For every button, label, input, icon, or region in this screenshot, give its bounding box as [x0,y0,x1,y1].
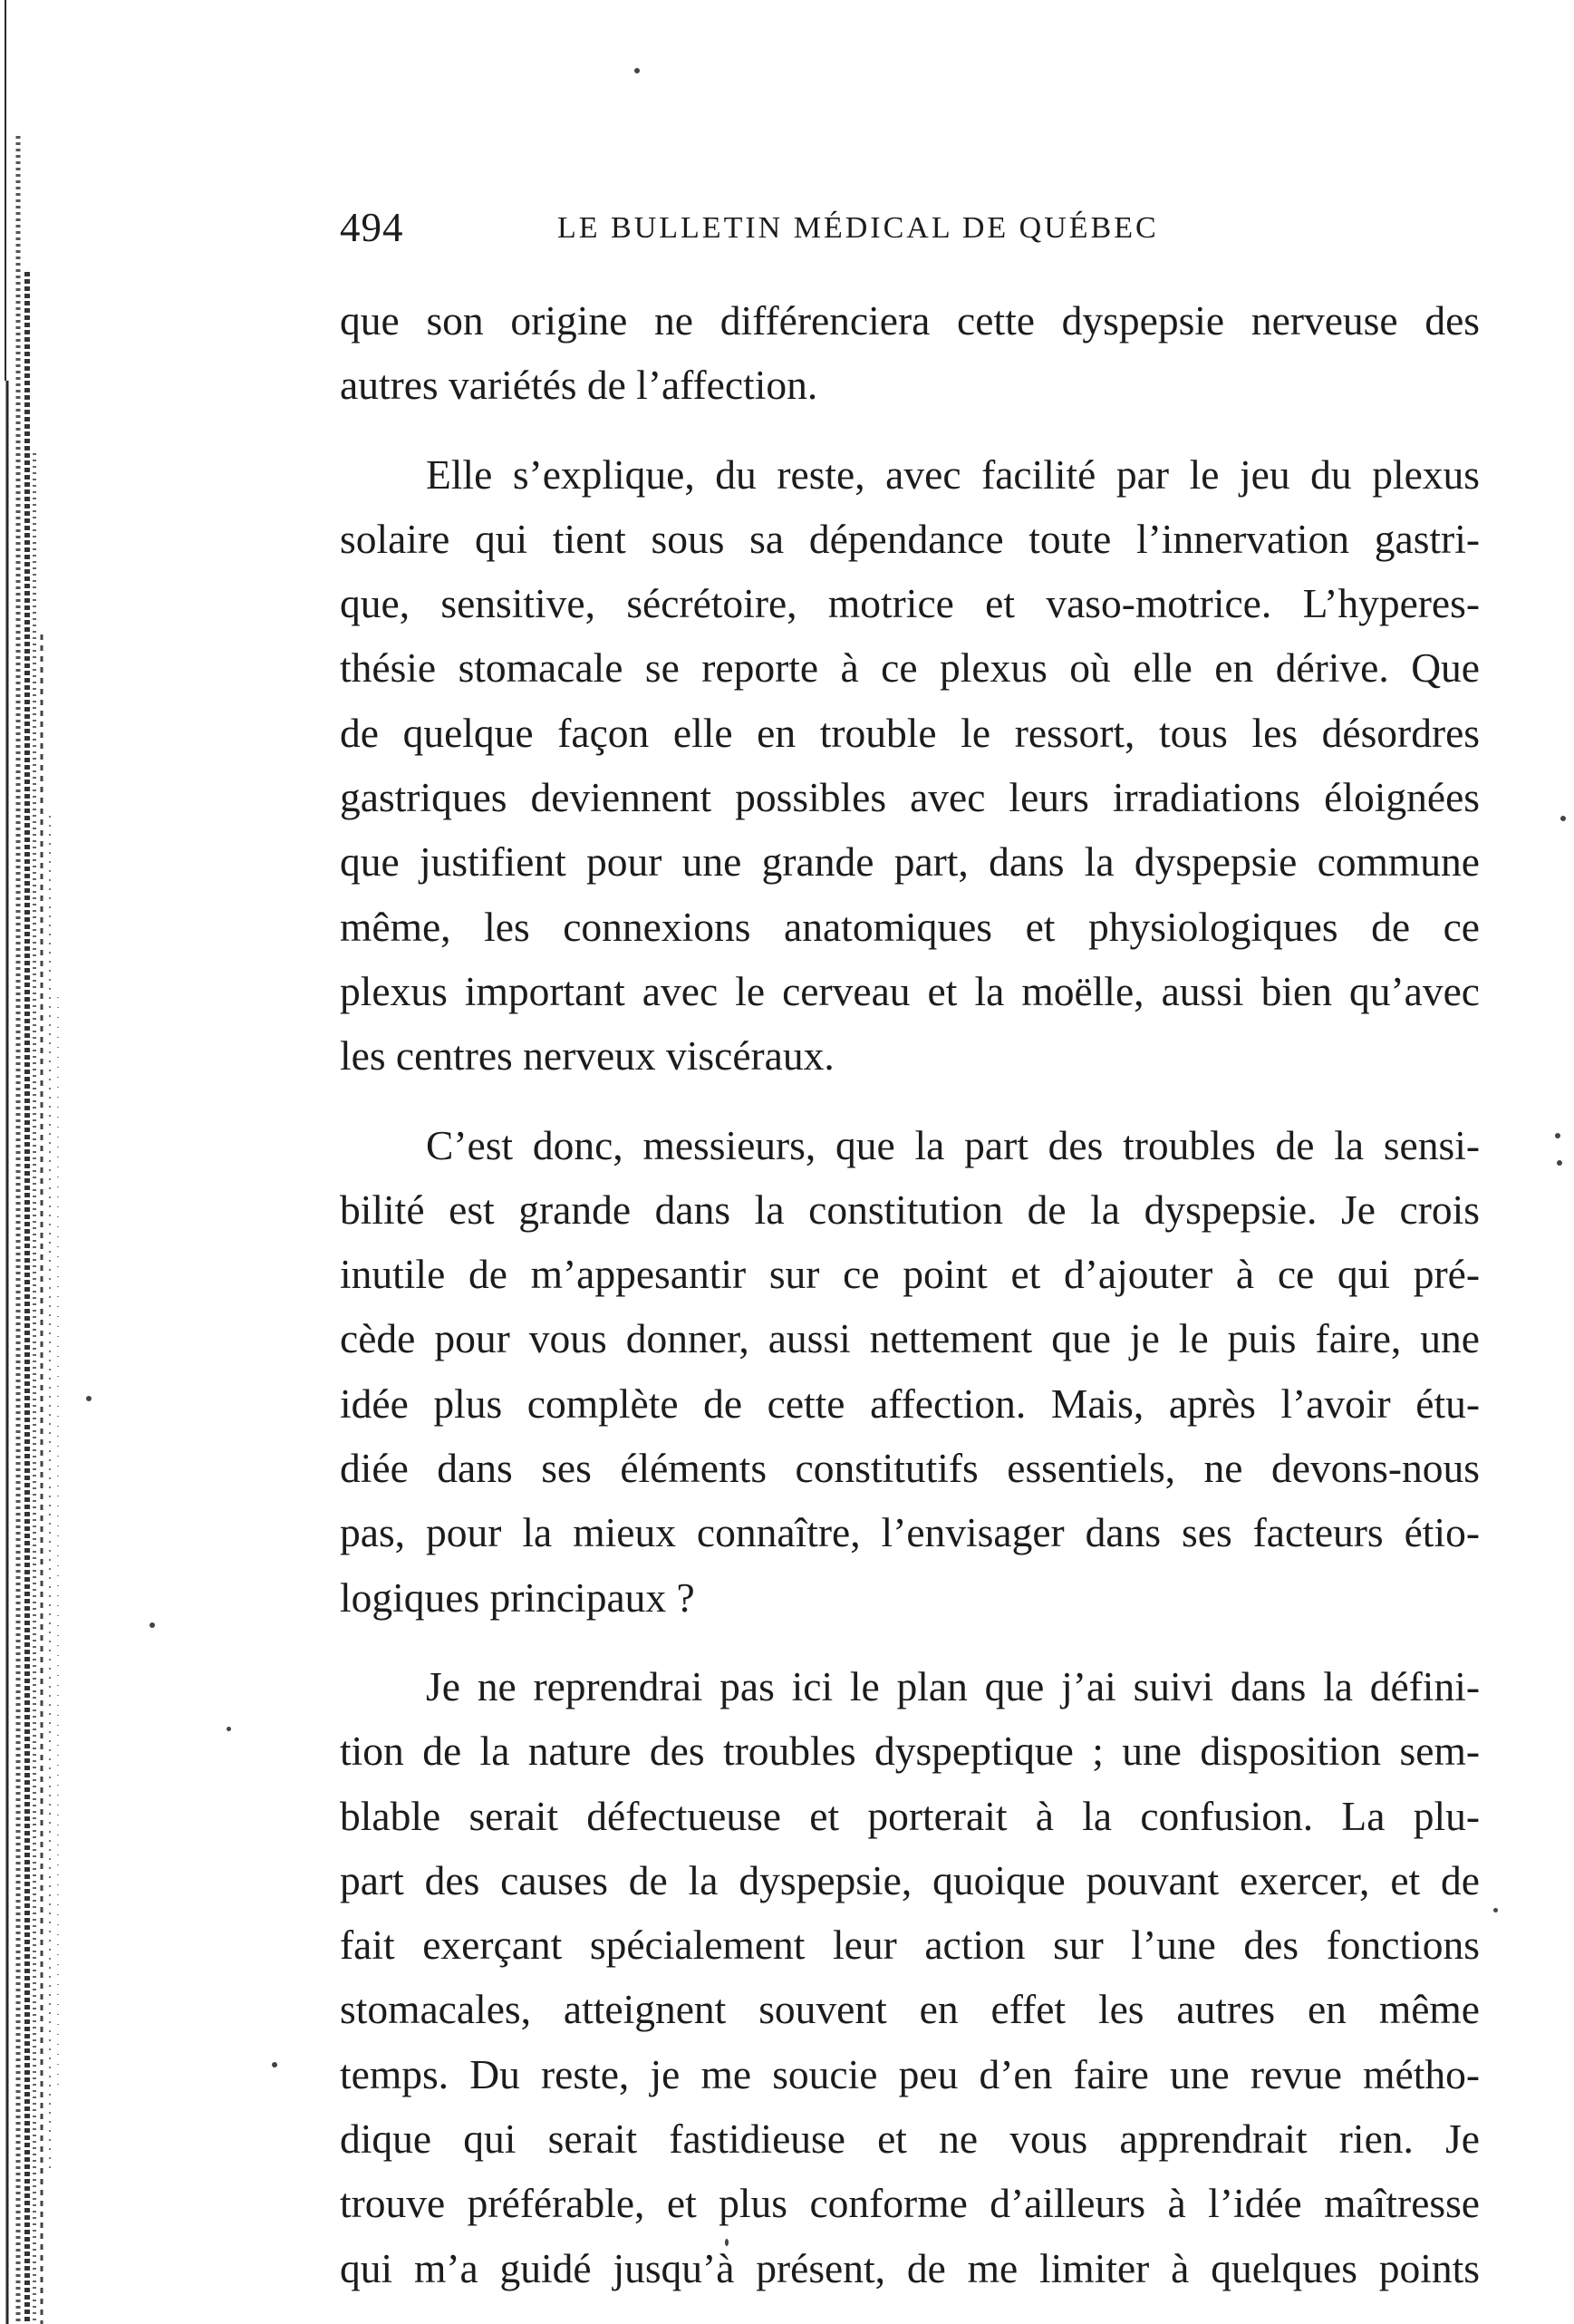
text-line: même, les connexions anatomiques et physiologiques de ce [340,903,1480,950]
text-line: que justifient pour une grande part, dans la dyspepsie commune [340,838,1480,886]
text-line: idée plus complète de cette affection. Mais, après l’avoir étu- [340,1380,1480,1427]
text-line: inutile de m’appesantir sur ce point et d’ajouter à ce qui pré- [340,1251,1480,1298]
text-line: bilité est grande dans la constitution de la dyspepsie. Je crois [340,1186,1480,1233]
text-line: thésie stomacale se reporte à ce plexus où elle en dérive. Que [340,644,1480,692]
text-line: les centres nerveux viscéraux. [340,1032,835,1080]
scan-binding-edge [0,0,86,2324]
paragraph [340,1654,1480,2300]
text-line: autres variétés de l’affection. [340,362,818,409]
text-line: trouve préférable, et plus conforme d’ailleurs à l’idée maîtresse [340,2180,1480,2227]
scan-speck [1557,1160,1562,1166]
text-line: que son origine ne différenciera cette dyspepsie nerveuse des [340,297,1480,344]
scan-speck [86,1396,92,1401]
text-line: C’est donc, messieurs, que la part des troubles de la sensi- [426,1121,1480,1168]
text-line: logiques principaux ? [340,1574,695,1621]
text-line: blable serait défectueuse et porterait à la confusion. La plu- [340,1792,1480,1839]
body-text [340,288,1480,2300]
text-line: que, sensitive, sécrétoire, motrice et vaso-motrice. L’hyperes- [340,580,1480,627]
text-line: qui m’a guidé jusqu’à présent, de me limiter à quelques points [340,2244,1480,2291]
binding-edge-texture [0,0,86,2324]
text-line: dique qui serait fastidieuse et ne vous apprendrait rien. Je [340,2116,1480,2163]
text-line: Elle s’explique, du reste, avec facilité par le jeu du plexus [426,450,1480,498]
text-line: stomacales, atteignent souvent en effet les autres en même [340,1986,1480,2033]
paragraph [340,288,1480,418]
scan-speck [227,1727,231,1731]
running-head: LE BULLETIN MÉDICAL DE QUÉBEC [557,211,1159,245]
text-line: solaire qui tient sous sa dépendance toute l’innervation gastri- [340,515,1480,562]
paragraph [340,1113,1480,1630]
paragraph [340,442,1480,1089]
text-line: gastriques deviennent possibles avec leurs irradiations éloignées [340,774,1480,821]
page-header [340,204,1482,267]
text-line: cède pour vous donner, aussi nettement que je le puis faire, une [340,1315,1480,1362]
text-line: temps. Du reste, je me soucie peu d’en faire une revue métho- [340,2050,1480,2097]
text-line: diée dans ses éléments constitutifs essentiels, ne devons-nous [340,1445,1480,1492]
scan-speck [634,68,640,73]
text-line: Je ne reprendrai pas ici le plan que j’ai suivi dans la défini- [426,1662,1480,1709]
text-line: part des causes de la dyspepsie, quoique pouvant exercer, et de [340,1856,1480,1903]
text-line: pas, pour la mieux connaître, l’envisager dans ses facteurs étio- [340,1509,1480,1556]
scan-speck [1493,1908,1498,1912]
page-number: 494 [340,205,404,250]
text-line: de quelque façon elle en trouble le ressort, tous les désordres [340,709,1480,756]
scan-speck [1555,1133,1560,1138]
scan-speck [1560,816,1566,821]
scan-speck [150,1622,155,1628]
text-line: fait exerçant spécialement leur action sur l’une des fonctions [340,1922,1480,1969]
text-line: tion de la nature des troubles dyspeptique ; une disposition sem- [340,1728,1480,1775]
text-line: plexus important avec le cerveau et la moëlle, aussi bien qu’avec [340,967,1480,1014]
scan-speck [272,2062,277,2067]
